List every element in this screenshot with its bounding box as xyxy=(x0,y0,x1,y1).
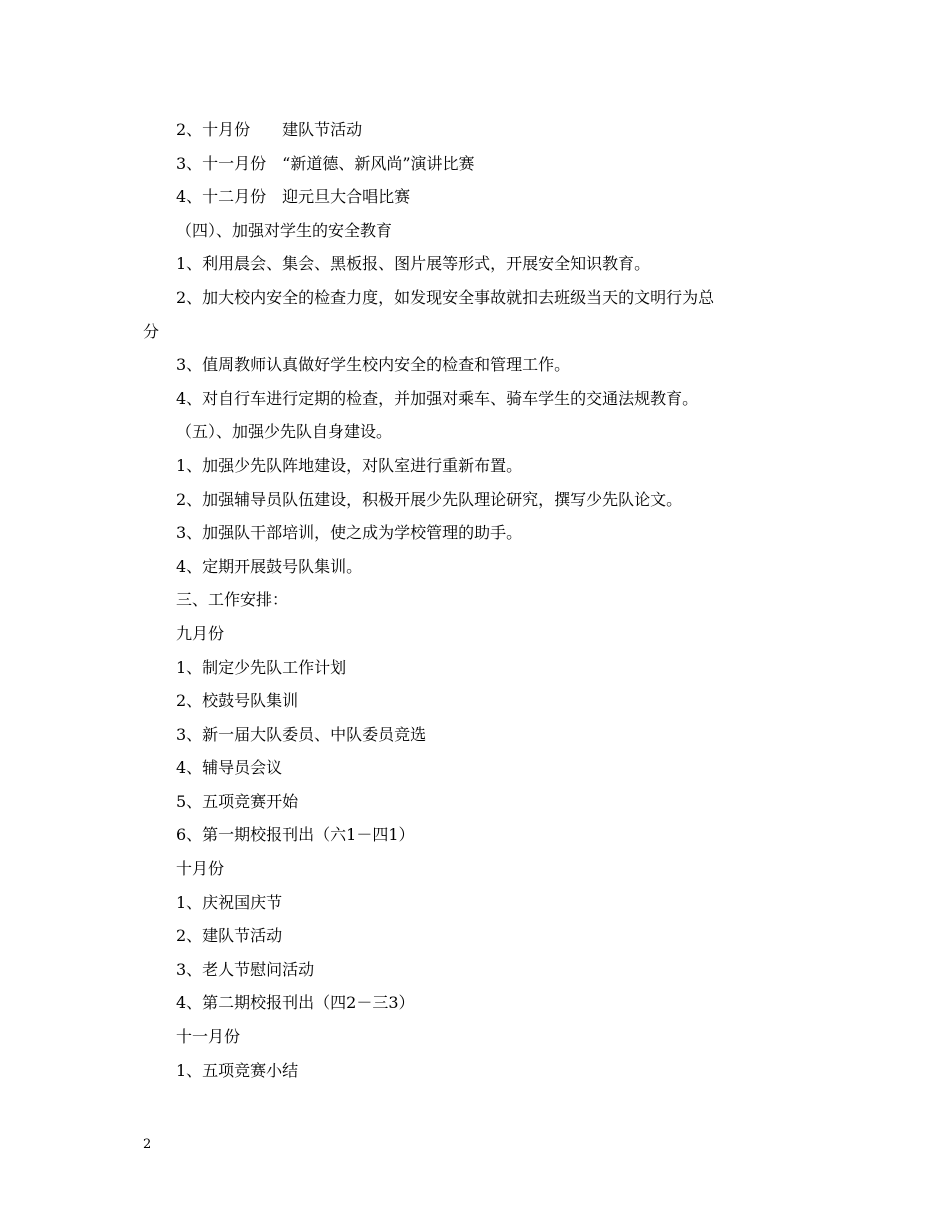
paragraph-line: 4、定期开展鼓号队集训。 xyxy=(176,556,363,576)
document-body xyxy=(143,113,815,1087)
paragraph-line: 4、对自行车进行定期的检查，并加强对乘车、骑车学生的交通法规教育。 xyxy=(176,388,699,408)
month-heading: 十一月份 xyxy=(176,1027,241,1047)
paragraph-line: 1、庆祝国庆节 xyxy=(176,892,283,912)
paragraph-line: 4、第二期校报刊出（四2－三3） xyxy=(176,993,415,1013)
paragraph-line: 1、制定少先队工作计划 xyxy=(176,657,347,677)
paragraph-line-continuation: 分 xyxy=(143,321,160,341)
paragraph-line: 6、第一期校报刊出（六1－四1） xyxy=(176,825,415,845)
section-heading: （四）、加强对学生的安全教育 xyxy=(176,220,393,240)
section-heading: （五）、加强少先队自身建设。 xyxy=(176,422,393,442)
month-heading: 十月份 xyxy=(176,859,225,879)
paragraph-line: 3、新一届大队委员、中队委员竞选 xyxy=(176,724,427,744)
section-heading: 三、工作安排： xyxy=(176,590,289,610)
paragraph-line: 4、辅导员会议 xyxy=(176,758,283,778)
paragraph-line: 4、十二月份 迎元旦大合唱比赛 xyxy=(176,187,411,207)
paragraph-line: 2、十月份 建队节活动 xyxy=(176,120,363,139)
paragraph-line: 2、加大校内安全的检查力度，如发现安全事故就扣去班级当天的文明行为总 xyxy=(176,287,715,307)
paragraph-line: 2、建队节活动 xyxy=(176,926,283,946)
paragraph-line: 1、五项竞赛小结 xyxy=(176,1060,299,1080)
paragraph-line: 3、十一月份 “新道德、新风尚”演讲比赛 xyxy=(176,153,475,173)
paragraph-line: 1、利用晨会、集会、黑板报、图片展等形式，开展安全知识教育。 xyxy=(176,254,651,274)
paragraph-line: 2、校鼓号队集训 xyxy=(176,691,299,711)
month-heading: 九月份 xyxy=(176,623,225,643)
paragraph-line: 3、老人节慰问活动 xyxy=(176,959,315,979)
paragraph-line: 5、五项竞赛开始 xyxy=(176,791,299,811)
paragraph-line: 3、值周教师认真做好学生校内安全的检查和管理工作。 xyxy=(176,355,571,375)
paragraph-line: 3、加强队干部培训，使之成为学校管理的助手。 xyxy=(176,523,523,543)
paragraph-line: 2、加强辅导员队伍建设，积极开展少先队理论研究，撰写少先队论文。 xyxy=(176,489,683,509)
page-number: 2 xyxy=(143,1137,152,1152)
paragraph-line: 1、加强少先队阵地建设，对队室进行重新布置。 xyxy=(176,455,523,475)
